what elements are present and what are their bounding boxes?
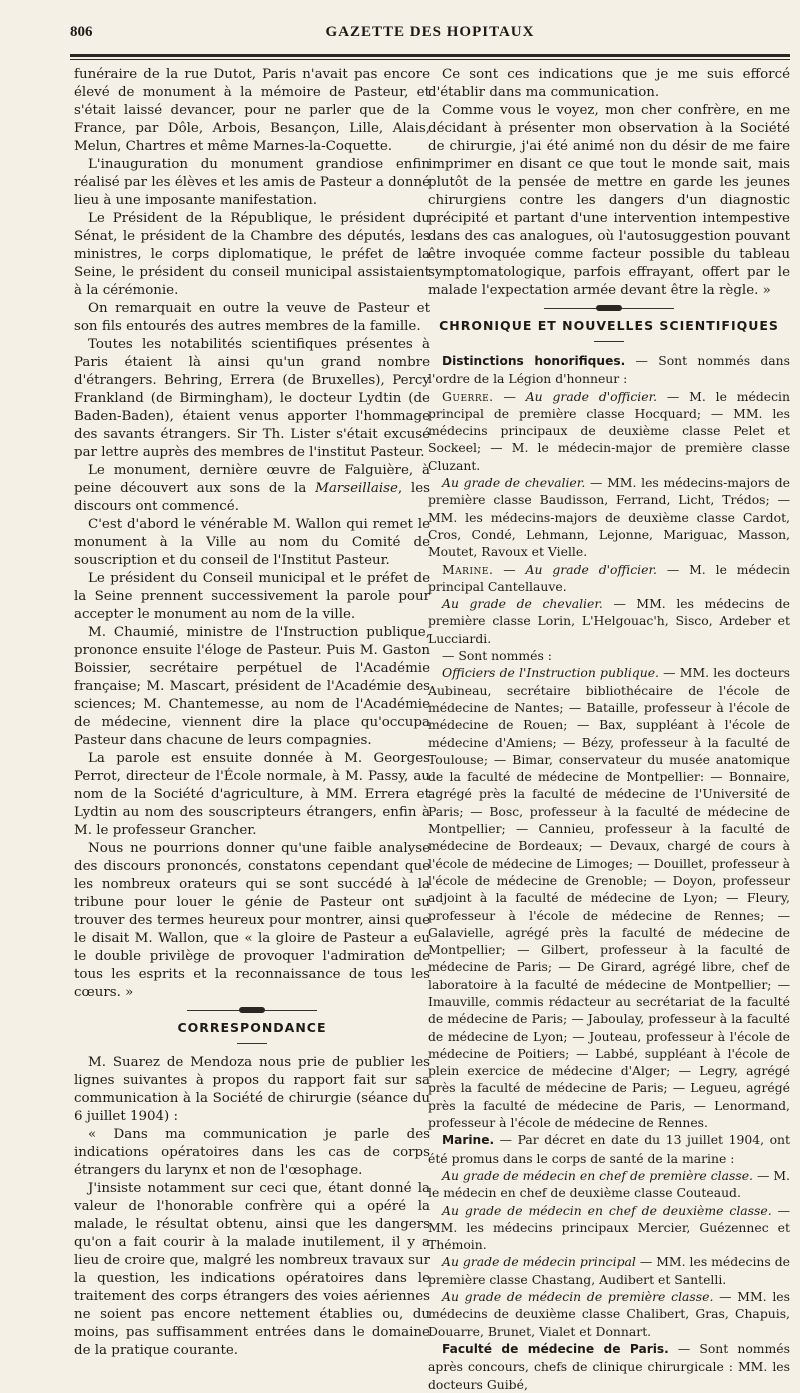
paragraph: Comme vous le voyez, mon cher confrère, en me décidant à présenter mon observation à la Société de chirurgie, j'ai été animé non du désir de me faire imprimer en disant ce que tout le monde sait, mais plutôt de la pensée de mettre en garde les jeunes chirurgiens contre les dangers d'un diagnostic précipité et partant d'une intervention intempestive dans des cas analogues, où l'autosuggestion pouvant être invoquée comme facteur possible du tableau symptomatologique, parfois effrayant, offert par le malade l'expectation armée devant être la règle. »	[428, 103, 790, 298]
text: — MM. les médecins-majors de première classe Baudisson, Ferrand, Licht, Trédos; — MM. les médecins-majors de deuxième classe Cardot, Cros, Condé, Lehmann, Lejonne, Mariguac, Masson, Moutet, Ravoux et Vielle.	[428, 475, 790, 560]
paragraph: Le Président de la République, le président du Sénat, le président de la Chambre des députés, les ministres, le corps diplomatique, le préfet de la Seine, le président du conseil municipal assistaient à la cérémonie.	[74, 211, 430, 298]
lead-text: Marine.	[442, 561, 494, 577]
text: — M. le médecin principal Cantellauve.	[428, 561, 790, 594]
paragraph: On remarquait en outre la veuve de Pasteur et son fils entourés des autres membres de la famille.	[74, 301, 430, 334]
paragraph: Marine. — Au grade d'officier. — M. le médecin principal Cantellauve.	[428, 561, 790, 594]
paragraph	[428, 595, 790, 647]
paragraph: J'insiste notamment sur ceci que, étant donné la valeur de l'honorable confrère qui a opéré la malade, le résultat obtenu, ainsi que les dangers qu'on a fait courir à la malade inutilement, il y a lieu de croire que, malgré les nombreux travaux sur la question, les indications opératoires dans le traitement des corps étrangers des voies aériennes ne soient pas encore nettement établies ou, du moins, pas suffisamment entrées dans le domaine de la pratique courante.	[74, 1181, 430, 1358]
separator	[544, 308, 674, 309]
page-header	[70, 24, 790, 46]
text: — MM. les médecins de première classe Chastang, Audibert et Santelli.	[428, 1254, 790, 1287]
paragraph: Guerre. — Au grade d'officier. — M. le médecin principal de première classe Hocquard; — MM. les médecins principaux de deuxième classe Pelet et Sockeel; — M. le médecin-major de première classe Cluzant.	[428, 388, 790, 473]
paragraph	[428, 1131, 790, 1167]
paragraph: M. Chaumié, ministre de l'Instruction publique, prononce ensuite l'éloge de Pasteur. Puis M. Gaston Boissier, secrétaire perpétuel de l'Académie française; M. Mascart, président de l'Académie des sciences; M. Chantemesse, au nom de l'Académie de médecine, viennent dire la place qu'occupa Pasteur dans chacune de leurs compagnies.	[74, 625, 430, 748]
section-title: CHRONIQUE ET NOUVELLES SCIENTIFIQUES	[439, 318, 779, 333]
paragraph: Toutes les notabilités scientifiques présentes à Paris étaient là ainsi qu'un grand nombre d'étrangers. Behring, Errera (de Bruxelles), Percy Frankland (de Birmingham), le docteur Lydtin (de Baden-Baden), étaient venus apporter l'hommage des savants étrangers. Sir Th. Lister s'était excusé par lettre auprès des membres de l'institut Pasteur.	[74, 337, 430, 460]
running-title: GAZETTE DES HOPITAUX	[325, 24, 535, 40]
paragraph: La parole est ensuite donnée à M. Georges Perrot, directeur de l'École normale, à M. Passy, au nom de la Société d'agriculture, à MM. Errera et Lydtin au nom des souscripteurs étrangers, enfin à M. le professeur Grancher.	[74, 751, 430, 838]
text: — M. le médecin en chef de deuxième classe Couteaud.	[428, 1167, 790, 1201]
italic-text: Au grade de médecin de première classe.	[442, 1289, 714, 1305]
text: — MM. les médecins principaux Mercier, Guézennec et Thémoin.	[428, 1202, 790, 1253]
lead-text: Faculté de médecine de Paris.	[442, 1341, 669, 1356]
lead-text: Distinctions honorifiques.	[442, 354, 626, 368]
italic-text: Au grade de médecin en chef de deuxième classe.	[442, 1202, 772, 1218]
paragraph	[428, 1340, 790, 1393]
paragraph	[428, 664, 790, 1131]
italic-text: Officiers de l'Instruction publique.	[442, 665, 659, 681]
italic-text: Marseillaise	[315, 481, 398, 496]
italic-text: Au grade de médecin principal	[442, 1254, 636, 1270]
left-column	[74, 66, 430, 1360]
paragraph: Ce sont ces indications que je me suis efforcé d'établir dans ma communication.	[428, 67, 790, 100]
italic-text: Au grade d'officier.	[525, 388, 658, 404]
paragraph	[428, 1202, 790, 1254]
paragraph	[428, 1167, 790, 1202]
text: — MM. les docteurs Aubineau, secrétaire bibliothécaire de l'école de médecine de Nantes; — Bataille, professeur à l'école de médecine de Rouen; — Bax, suppléant à l'école de médecine d'Amiens; — Bézy, professeur à la faculté de Toulouse; — Bimar, conservateur du musée anatomique de la faculté de médecine de Montpellier: — Bonnaire, agrégé près la faculté de médecine de l'Université de Paris; — Bosc, professeur à la faculté de médecine de Montpellier; — Cannieu, professeur à la faculté de médecine de Bordeaux; — Devaux, chargé de cours à l'école de médecine de Limoges; — Douillet, professeur à l'école de médecine de Grenoble; — Doyon, professeur adjoint à la faculté de médecine de Lyon; — Fleury, professeur à l'école de médecine de Rennes; — Galavielle, agrégé près la faculté de médecine de Montpellier; — Gilbert, professeur à la faculté de médecine de Paris; — De Girard, agrégé libre, chef de laboratoire à la faculté de médecine de Montpellier; — Imauville, commis rédacteur au secrétariat de la faculté de médecine de Paris; — Jaboulay, professeur à la faculté de médecine de Lyon; — Jouteau, professeur à l'école de médecine de Poitiers; — Labbé, suppléant à l'école de plein exercice de médecine d'Alger; — Legry, agrégé près la faculté de médecine de Paris; — Legueu, agrégé près la faculté de médecine de Paris, — Lenormand, professeur à l'école de médecine de Rennes.	[428, 665, 790, 1131]
paragraph	[428, 1253, 790, 1288]
text: — Sont nommés dans l'ordre de la Légion d'honneur :	[428, 353, 790, 387]
paragraph	[428, 474, 790, 560]
paragraph	[428, 1288, 790, 1340]
news-block	[428, 352, 790, 1393]
lead-text: Marine.	[442, 1133, 495, 1148]
paragraph: C'est d'abord le vénérable M. Wallon qui remet le monument à la Ville au nom du Comité de souscription et du conseil de l'Institut Pasteur.	[74, 517, 430, 568]
text: — Sont nommés après concours, chefs de clinique chirurgicale : MM. les docteurs Guibé,	[428, 1340, 790, 1392]
section-title: CORRESPONDANCE	[177, 1020, 327, 1035]
italic-text: Au grade de chevalier.	[442, 596, 603, 612]
paragraph: « Dans ma communication je parle des indications opératoires dans les cas de corps étrangers du larynx et non de l'œsophage.	[74, 1127, 430, 1178]
right-column	[428, 66, 790, 1393]
paragraph: Nous ne pourrions donner qu'une faible analyse des discours prononcés, constatons cependant que les nombreux orateurs qui se sont succédé à la tribune pour louer le génie de Pasteur ont su trouver des termes heureux pour montrer, ainsi que le disait M. Wallon, que « la gloire de Pasteur a eu le double privilège de provoquer l'admiration de tous les esprits et la reconnaissance de tous les cœurs. »	[74, 841, 430, 1000]
text: — MM. les médecins de première classe Lorin, L'Helgouac'h, Sisco, Ardeber et Lucciardi.	[428, 596, 790, 646]
text: , les discours ont commencé.	[74, 481, 431, 514]
paragraph: M. Suarez de Mendoza nous prie de publier les lignes suivantes à propos du rapport fait sur sa communication à la Société de chirurgie (séance du 6 juillet 1904) :	[74, 1055, 430, 1124]
title-rule	[237, 1043, 267, 1044]
paragraph: — Sont nommés :	[442, 648, 552, 664]
italic-text: Au grade de chevalier.	[442, 475, 586, 491]
text: Le monument, dernière œuvre de Falguière, à peine découvert aux sons de la	[74, 463, 430, 496]
text: — M. le médecin principal de première classe Hocquard; — MM. les médecins principaux de deuxième classe Pelet et Sockeel; — M. le médecin-major de première classe Cluzant.	[428, 388, 790, 473]
header-rule	[70, 54, 790, 60]
lead-text: Guerre.	[442, 388, 494, 404]
italic-text: Au grade d'officier.	[525, 561, 657, 577]
italic-text: Au grade de médecin en chef de première classe.	[442, 1167, 753, 1183]
text: — MM. les médecins de deuxième classe Chalibert, Gras, Chapuis, Douarre, Brunet, Vialet et Donnart.	[428, 1289, 790, 1339]
paragraph: funéraire de la rue Dutot, Paris n'avait pas encore élevé de monument à la mémoire de Pasteur, et s'était laissé devancer, pour ne parler que de la France, par Dôle, Arbois, Besançon, Lille, Alais, Melun, Chartres et même Marnes-la-Coquette.	[74, 67, 430, 154]
separator	[187, 1010, 317, 1011]
title-rule	[594, 341, 624, 342]
paragraph	[74, 462, 430, 516]
paragraph	[428, 352, 790, 388]
paragraph: L'inauguration du monument grandiose enfin réalisé par les élèves et les amis de Pasteur a donné lieu à une imposante manifestation.	[74, 157, 430, 208]
page-number: 806	[70, 24, 93, 40]
text: — Par décret en date du 13 juillet 1904, ont été promus dans le corps de santé de la marine :	[428, 1132, 790, 1166]
paragraph: Le président du Conseil municipal et le préfet de la Seine prennent successivement la parole pour accepter le monument au nom de la ville.	[74, 571, 430, 622]
